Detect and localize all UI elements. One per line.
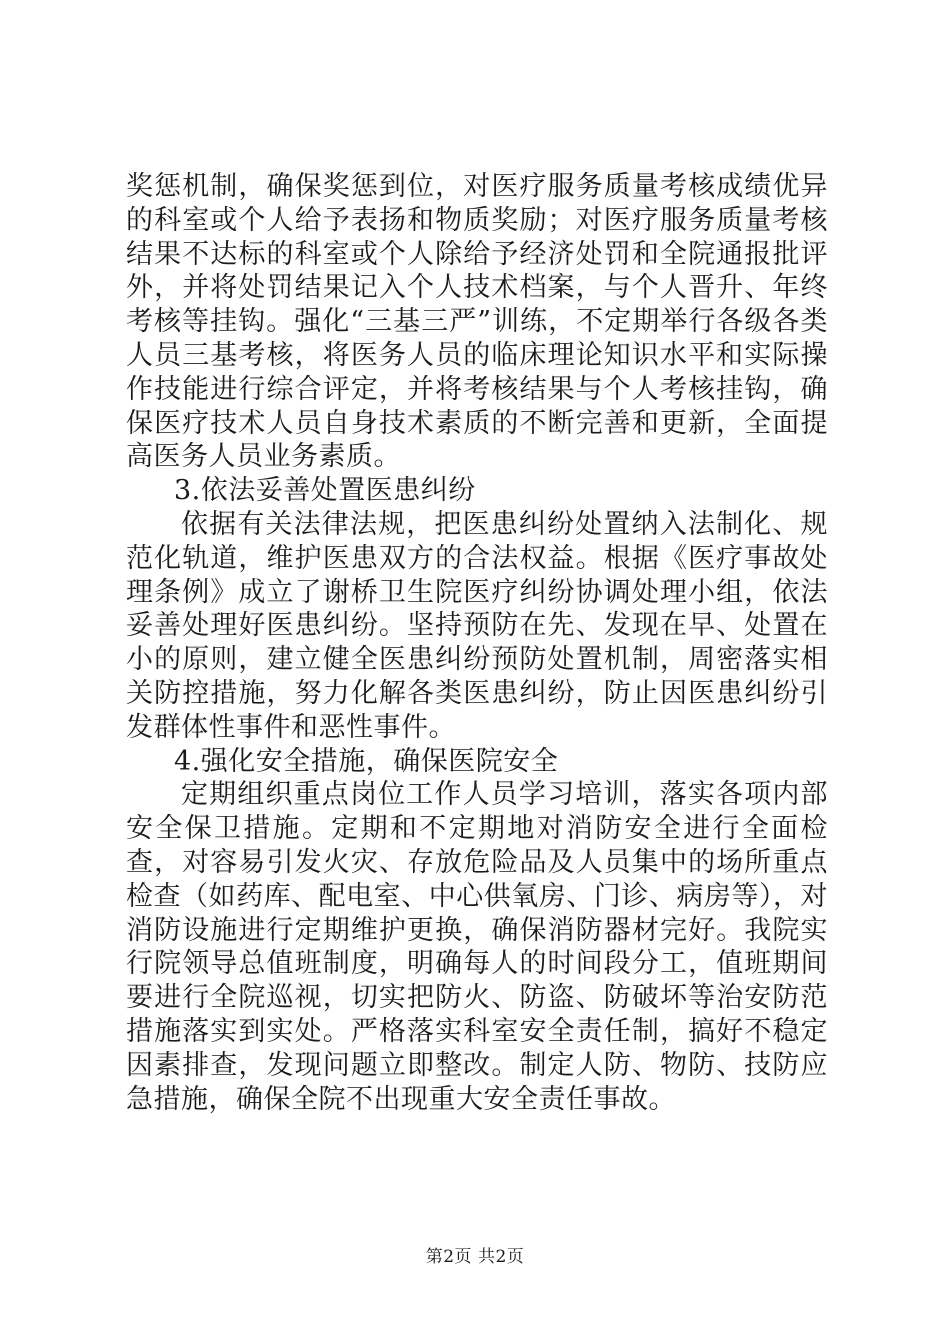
section-heading-safety: 4.强化安全措施，确保医院安全 — [174, 745, 559, 777]
paragraph-rewards-penalties: 奖惩机制，确保奖惩到位，对医疗服务质量考核成绩优异的科室或个人给予表扬和物质奖励；对医疗服务质量考核结果不达标的科室或个人除给予经济处罚和全院通报批评外，并将处罚结果记入个人技术档案，与个人晋升、年终考核等挂钩。强化“三基三严”训练，不定期举行各级各类人员三基考核，将医务人员的临床理论知识水平和实际操作技能进行综合评定，并将考核结果与个人考核挂钩，确保医疗技术人员自身技术素质的不断完善和更新，全面提高医务人员业务素质。 — [126, 171, 828, 473]
page-number-footer: 第2页 共2页 — [425, 1247, 525, 1267]
section-heading-disputes: 3.依法妥善处置医患纠纷 — [174, 475, 476, 507]
paragraph-disputes: 依据有关法律法规，把医患纠纷处置纳入法制化、规范化轨道，维护医患双方的合法权益。根据《医疗事故处理条例》成立了谢桥卫生院医疗纠纷协调处理小组，依法妥善处理好医患纠纷。坚持预防在先、发现在早、处置在小的原则，建立健全医患纠纷预防处置机制，周密落实相关防控措施，努力化解各类医患纠纷，防止因医患纠纷引发群体性事件和恶性事件。 — [126, 508, 828, 743]
document-body — [126, 170, 828, 1116]
paragraph-safety: 定期组织重点岗位工作人员学习培训，落实各项内部安全保卫措施。定期和不定期地对消防安全进行全面检查，对容易引发火灾、存放危险品及人员集中的场所重点检查（如药库、配电室、中心供氧房、门诊、病房等），对消防设施进行定期维护更换，确保消防器材完好。我院实行院领导总值班制度，明确每人的时间段分工，值班期间要进行全院巡视，切实把防火、防盗、防破坏等治安防范措施落实到实处。严格落实科室安全责任制，搞好不稳定因素排查，发现问题立即整改。制定人防、物防、技防应急措施，确保全院不出现重大安全责任事故。 — [126, 779, 828, 1115]
